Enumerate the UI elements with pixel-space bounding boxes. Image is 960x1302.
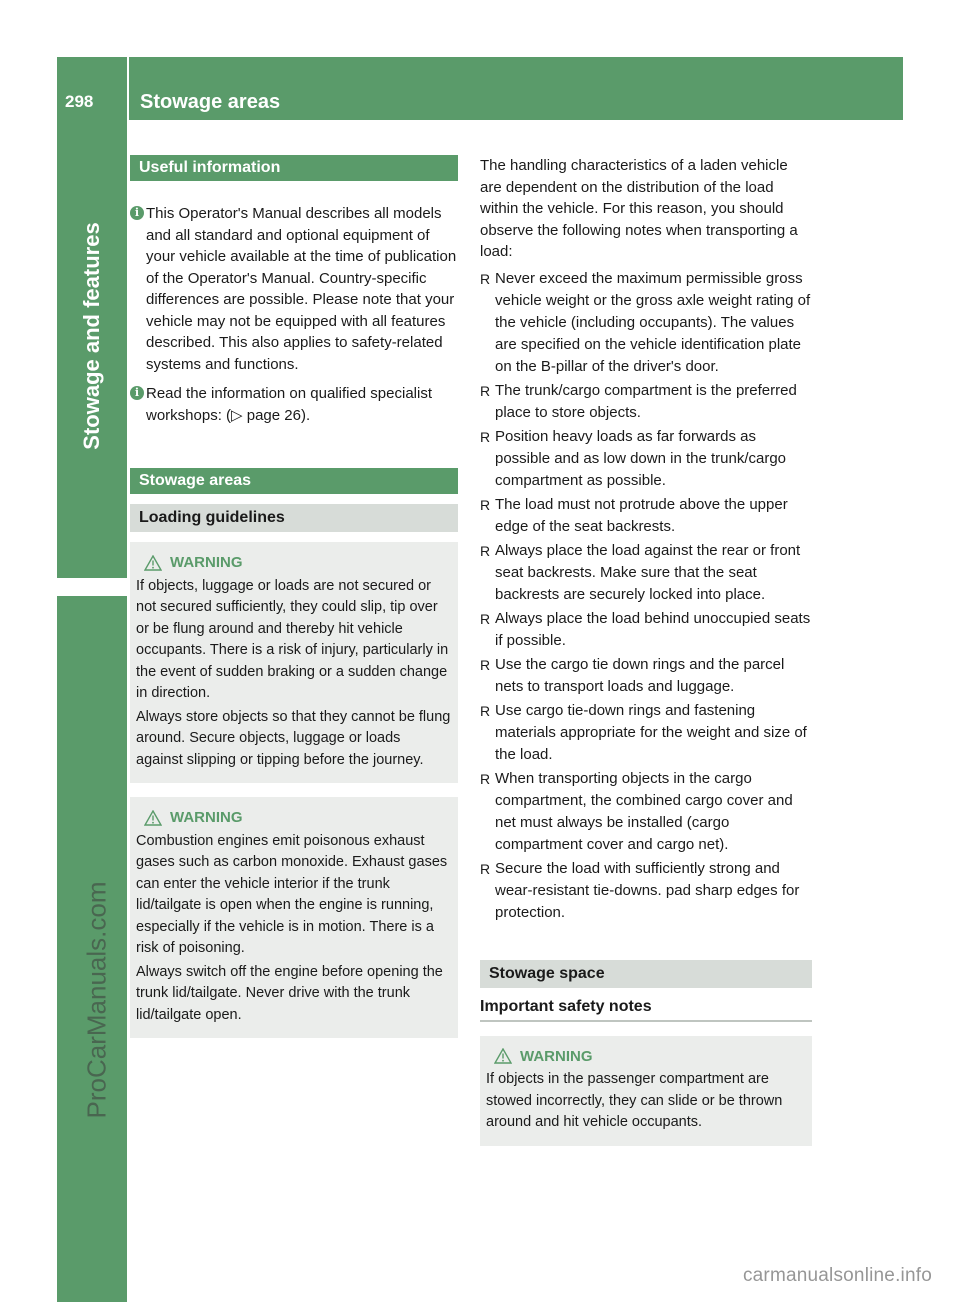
- warning-triangle-icon: [144, 555, 162, 571]
- sidebar-watermark: ProCarManuals.com: [81, 881, 112, 1119]
- warning-box-1: [130, 542, 458, 783]
- warning-title: [144, 552, 451, 574]
- footer-watermark: carmanualsonline.info: [742, 1265, 932, 1286]
- info-icon: i: [130, 386, 144, 400]
- warning-3-text-1: If objects in the passenger compartment are stowed incorrectly, they can slide or be thrown around and hit vehicle occupants.: [486, 1071, 783, 1130]
- warning-box-3: [480, 1036, 812, 1146]
- info-note-1-text: This Operator's Manual describes all models and all standard and optional equipment of your vehicle available at the time of publication of the Operator's Manual. Country-specific differences are possible. Please note that your vehicle may not be equipped with all features described. This also applies to safety-related systems and functions.: [146, 205, 457, 373]
- list-item: R Never exceed the maximum permissible gross vehicle weight or the gross axle weight rating of the vehicle (including occupants). The values are specified on the vehicle identification plate on the B-pillar of the driver's door.: [480, 268, 812, 378]
- info-icon: i: [130, 206, 144, 220]
- page-number: 298: [65, 92, 94, 111]
- list-item: R Position heavy loads as far forwards as possible and as low down in the trunk/cargo compartment as possible.: [480, 426, 812, 492]
- useful-information-heading: Useful information: [130, 155, 458, 181]
- info-note-1: [130, 203, 458, 375]
- right-column: [480, 155, 812, 1146]
- stowage-space-heading: Stowage space: [480, 960, 812, 988]
- list-item: R The load must not protrude above the upper edge of the seat backrests.: [480, 494, 812, 538]
- header-divider: [127, 57, 129, 120]
- important-safety-notes-heading: Important safety notes: [480, 998, 812, 1022]
- info-note-2: [130, 383, 458, 426]
- stowage-areas-heading: Stowage areas: [130, 468, 458, 494]
- list-item: R Secure the load with sufficiently strong and wear-resistant tie-downs. pad sharp edges for protection.: [480, 858, 812, 924]
- warning-title-text: WARNING: [520, 1047, 593, 1065]
- warning-title-text: WARNING: [170, 809, 243, 826]
- list-item: R Always place the load behind unoccupied seats if possible.: [480, 608, 812, 652]
- list-item: R When transporting objects in the cargo compartment, the combined cargo cover and net must always be installed (cargo compartment cover and cargo net).: [480, 768, 812, 856]
- left-column: [130, 155, 458, 1038]
- loading-bullet-list: [480, 268, 812, 924]
- list-item: R Use the cargo tie down rings and the parcel nets to transport loads and luggage.: [480, 654, 812, 698]
- info-note-2-text: Read the information on qualified specialist workshops: (▷ page 26).: [146, 385, 433, 424]
- warning-title: [144, 807, 451, 829]
- list-item: R Use cargo tie-down rings and fastening materials appropriate for the weight and size of the load.: [480, 700, 812, 766]
- warning-title-text: WARNING: [170, 554, 243, 571]
- page-title: Stowage areas: [140, 91, 281, 113]
- list-item: R The trunk/cargo compartment is the preferred place to store objects.: [480, 380, 812, 424]
- list-item: R Always place the load against the rear or front seat backrests. Make sure that the seat backrests are securely locked into place.: [480, 540, 812, 606]
- loading-intro-text: The handling characteristics of a laden vehicle are dependent on the distribution of the load within the vehicle. For this reason, you should observe the following notes when transporting a load:: [480, 157, 798, 260]
- loading-guidelines-heading: Loading guidelines: [130, 504, 458, 532]
- warning-triangle-icon: [144, 810, 162, 826]
- warning-1-text-2: Always store objects so that they cannot be flung around. Secure objects, luggage or loads against slipping or tipping before the journey.: [136, 708, 451, 768]
- warning-box-2: [130, 797, 458, 1038]
- warning-1-text-1: If objects, luggage or loads are not secured or not secured sufficiently, they could slip, tip over or be flung around and thereby hit vehicle occupants. There is a risk of injury, particularly in the event of sudden braking or a sudden change in direction.: [136, 577, 449, 701]
- warning-triangle-icon: [494, 1048, 512, 1064]
- sidebar-section-label: Stowage and features: [79, 222, 104, 450]
- warning-2-text-2: Always switch off the engine before opening the trunk lid/tailgate. Never drive with the trunk lid/tailgate open.: [136, 963, 443, 1023]
- warning-2-text-1: Combustion engines emit poisonous exhaust gases such as carbon monoxide. Exhaust gases can enter the vehicle interior if the trunk lid/tailgate is open when the engine is running, especially if the vehicle is in motion. There is a risk of poisoning.: [136, 832, 448, 956]
- warning-title: [494, 1046, 805, 1068]
